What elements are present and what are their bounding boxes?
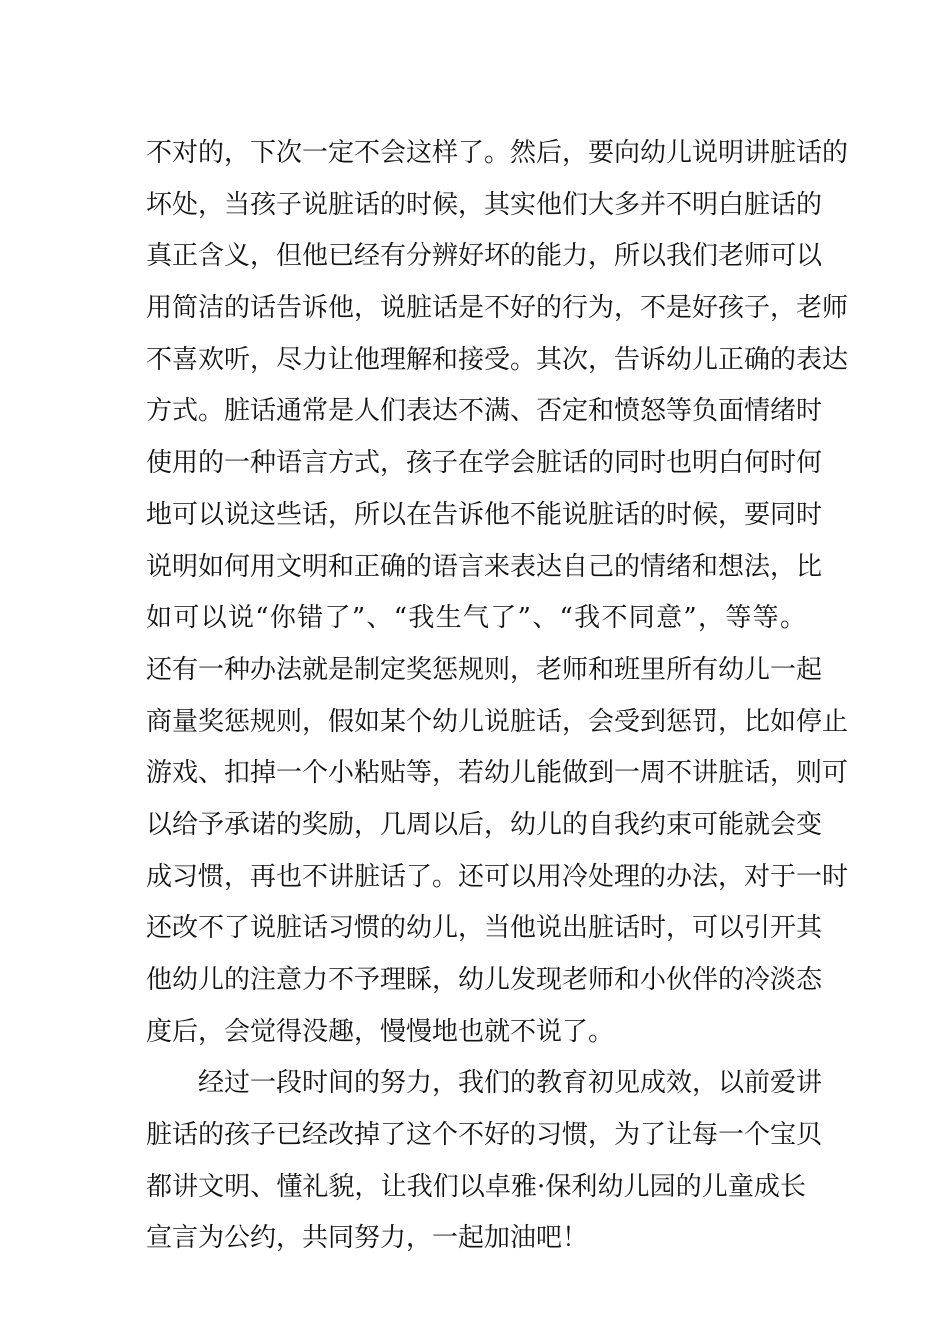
text-line: 还改不了说脏话习惯的幼儿，当他说出脏话时，可以引开其 [146,913,823,944]
text-line: 真正含义，但他已经有分辨好坏的能力，所以我们老师可以 [146,241,823,272]
text-line: 他幼儿的注意力不予理睬，幼儿发现老师和小伙伴的冷淡态 [146,965,823,995]
text-line: 度后，会觉得没趣，慢慢地也就不说了。 [146,1016,615,1047]
text-line: 经过一段时间的努力，我们的教育初见成效，以前爱讲 [198,1068,823,1099]
text-line: 不喜欢听，尽力让他理解和接受。其次，告诉幼儿正确的表达 [146,344,849,375]
text-line: 宣言为公约，共同努力，一起加油吧！ [146,1223,589,1254]
body-text [146,128,849,1265]
text-line: 游戏、扣掉一个小粘贴等，若幼儿能做到一周不讲脏话，则可 [146,758,849,789]
text-line: 不对的，下次一定不会这样了。然后，要向幼儿说明讲脏话的 [146,138,849,168]
paragraph [146,128,849,1058]
text-line: 用简洁的话告诉他，说脏话是不好的行为，不是好孩子，老师 [146,293,849,324]
text-line: 还有一种办法就是制定奖惩规则，老师和班里所有幼儿一起 [146,654,823,685]
text-line: 坏处，当孩子说脏话的时候，其实他们大多并不明白脏话的 [146,189,823,220]
text-line: 成习惯，再也不讲脏话了。还可以用冷处理的办法，对于一时 [146,861,849,892]
text-line: 地可以说这些话，所以在告诉他不能说脏话的时候，要同时 [146,499,823,530]
text-line: 以给予承诺的奖励，几周以后，幼儿的自我约束可能就会变 [146,809,823,840]
text-line: 如可以说“你错了”、“我生气了”、“我不同意”，等等。 [146,603,806,634]
text-line: 说明如何用文明和正确的语言来表达自己的情绪和想法，比 [146,551,823,582]
text-line: 脏话的孩子已经改掉了这个不好的习惯，为了让每一个宝贝 [146,1120,823,1151]
text-line: 方式。脏话通常是人们表达不满、否定和愤怒等负面情绪时 [146,396,823,427]
text-line: 商量奖惩规则，假如某个幼儿说脏话，会受到惩罚，比如停止 [146,706,849,737]
text-line: 都讲文明、懂礼貌，让我们以卓雅·保利幼儿园的儿童成长 [146,1171,806,1202]
text-line: 使用的一种语言方式，孩子在学会脏话的同时也明白何时何 [146,448,823,479]
paragraph [146,1058,823,1265]
